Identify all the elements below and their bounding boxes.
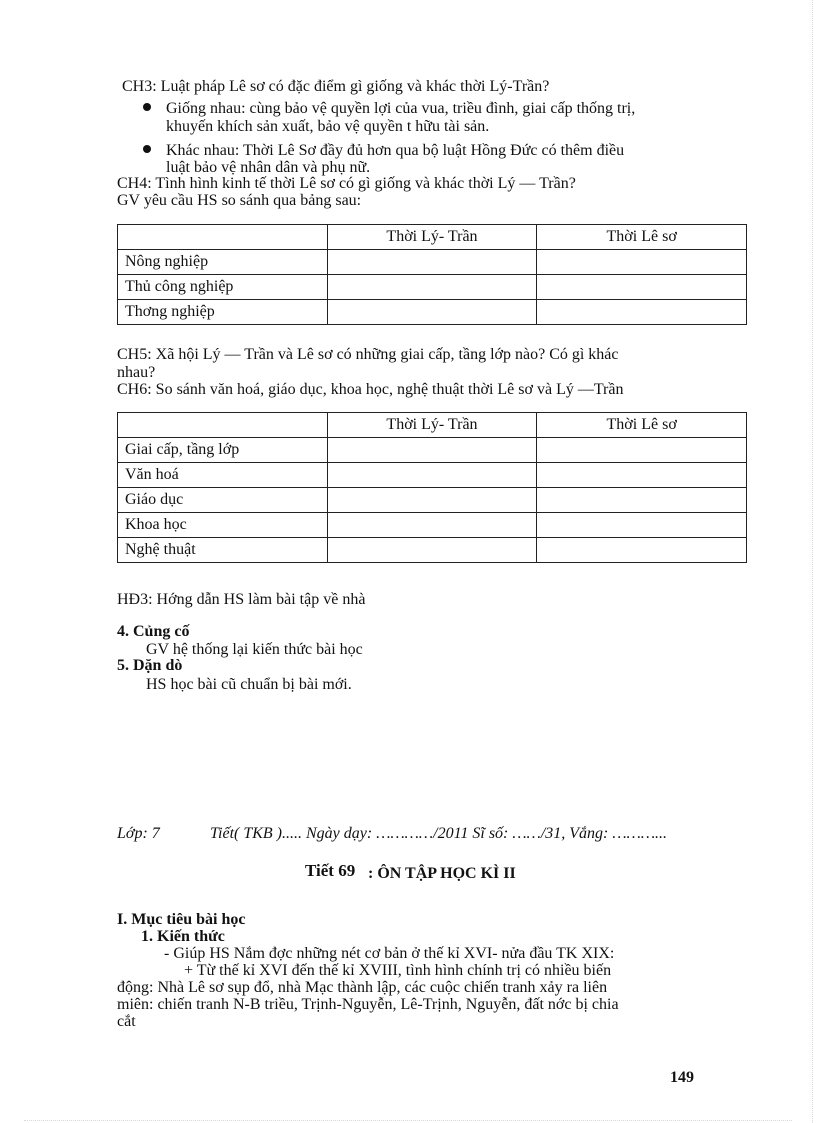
bullet-icon bbox=[143, 103, 151, 111]
table-header-cell: Thời Lê sơ bbox=[537, 413, 747, 438]
table-cell bbox=[327, 538, 537, 563]
row-label: Nghệ thuật bbox=[118, 538, 328, 563]
economy-comparison-table bbox=[117, 224, 747, 325]
table-row bbox=[118, 513, 747, 538]
ch3-bullet2-line1: Khác nhau: Thời Lê Sơ đầy đủ hơn qua bộ luật Hồng Đức có thêm điều bbox=[166, 142, 625, 159]
table-cell bbox=[537, 488, 747, 513]
table-header-cell bbox=[118, 413, 328, 438]
page-number: 149 bbox=[670, 1069, 694, 1086]
ch4-instruction: GV yêu cầu HS so sánh qua bảng sau: bbox=[117, 192, 362, 209]
ch4-question: CH4: Tình hình kinh tế thời Lê sơ có gì giống và khác thời Lý — Trần? bbox=[117, 175, 576, 192]
section-dan-do-text: HS học bài cũ chuẩn bị bài mới. bbox=[146, 676, 352, 693]
table-row bbox=[118, 300, 747, 325]
row-label: Thủ công nghiệp bbox=[118, 275, 328, 300]
objective-line-4: miên: chiến tranh N-B triều, Trịnh-Nguyễn, Lê-Trịnh, Nguyễn, đất nớc bị chia bbox=[117, 996, 619, 1013]
ch3-bullet1-line2: khuyến khích sản xuất, bảo vệ quyền t hữu tài sản. bbox=[166, 118, 490, 135]
table-header-row bbox=[118, 225, 747, 250]
table-cell bbox=[537, 275, 747, 300]
row-label: Văn hoá bbox=[118, 463, 328, 488]
table-row bbox=[118, 463, 747, 488]
culture-comparison-table bbox=[117, 412, 747, 563]
lesson-number: Tiết 69 bbox=[305, 861, 356, 880]
table-row bbox=[118, 438, 747, 463]
section-cung-co-title: 4. Củng cố bbox=[117, 623, 190, 640]
row-label: Giáo dục bbox=[118, 488, 328, 513]
table-cell bbox=[327, 275, 537, 300]
objective-line-3: động: Nhà Lê sơ sụp đổ, nhà Mạc thành lập, các cuộc chiến tranh xảy ra liên bbox=[117, 979, 608, 996]
table-cell bbox=[537, 438, 747, 463]
page-bottom-border bbox=[24, 1120, 792, 1121]
table-cell bbox=[327, 463, 537, 488]
table-header-cell bbox=[118, 225, 328, 250]
table-header-cell: Thời Lý- Trần bbox=[327, 413, 537, 438]
table-cell bbox=[537, 513, 747, 538]
ch3-question: CH3: Luật pháp Lê sơ có đặc điểm gì giống và khác thời Lý-Trần? bbox=[122, 78, 550, 95]
table-header-cell: Thời Lý- Trần bbox=[327, 225, 537, 250]
class-label: Lớp: 7 bbox=[117, 825, 160, 842]
class-info-line: Tiết( TKB )..... Ngày dạy: …………/2011 Sĩ số: ……/31, Vắng: ………... bbox=[210, 825, 668, 842]
lesson-title: : ÔN TẬP HỌC KÌ II bbox=[368, 865, 516, 882]
table-cell bbox=[327, 250, 537, 275]
hd3-instruction: HĐ3: Hớng dẫn HS làm bài tập về nhà bbox=[117, 591, 366, 608]
section-cung-co-text: GV hệ thống lại kiến thức bài học bbox=[146, 641, 363, 658]
table-row bbox=[118, 250, 747, 275]
table-row bbox=[118, 488, 747, 513]
row-label: Giai cấp, tầng lớp bbox=[118, 438, 328, 463]
objective-line-5: cắt bbox=[117, 1013, 136, 1030]
ch6-question: CH6: So sánh văn hoá, giáo dục, khoa học, nghệ thuật thời Lê sơ và Lý —Trần bbox=[117, 381, 624, 398]
table-cell bbox=[537, 300, 747, 325]
bullet-icon bbox=[143, 145, 151, 153]
table-cell bbox=[327, 438, 537, 463]
page-right-border bbox=[812, 0, 813, 1123]
ch5-line1: CH5: Xã hội Lý — Trần và Lê sơ có những giai cấp, tầng lớp nào? Có gì khác bbox=[117, 346, 619, 363]
table-cell bbox=[327, 300, 537, 325]
table-cell bbox=[537, 463, 747, 488]
table-row bbox=[118, 275, 747, 300]
table-cell bbox=[537, 250, 747, 275]
objective-line-1: - Giúp HS Nắm đợc những nét cơ bản ở thế kỉ XVI- nửa đầu TK XIX: bbox=[164, 945, 615, 962]
table-cell bbox=[327, 488, 537, 513]
row-label: Thơng nghiệp bbox=[118, 300, 328, 325]
ch3-bullet2-line2: luật bảo vệ nhân dân và phụ nữ. bbox=[166, 159, 371, 176]
objective-line-2: + Từ thế kỉ XVI đến thế kỉ XVIII, tình hình chính trị có nhiều biến bbox=[184, 962, 612, 979]
section-dan-do-title: 5. Dặn dò bbox=[117, 657, 183, 674]
knowledge-subheading: 1. Kiến thức bbox=[141, 928, 225, 945]
table-header-row bbox=[118, 413, 747, 438]
table-cell bbox=[327, 513, 537, 538]
row-label: Khoa học bbox=[118, 513, 328, 538]
objectives-heading: I. Mục tiêu bài học bbox=[117, 911, 246, 928]
table-row bbox=[118, 538, 747, 563]
ch5-line2: nhau? bbox=[117, 364, 156, 381]
ch3-bullet1-line1: Giống nhau: cùng bảo vệ quyền lợi của vua, triều đình, giai cấp thống trị, bbox=[166, 100, 636, 117]
row-label: Nông nghiệp bbox=[118, 250, 328, 275]
table-header-cell: Thời Lê sơ bbox=[537, 225, 747, 250]
table-cell bbox=[537, 538, 747, 563]
